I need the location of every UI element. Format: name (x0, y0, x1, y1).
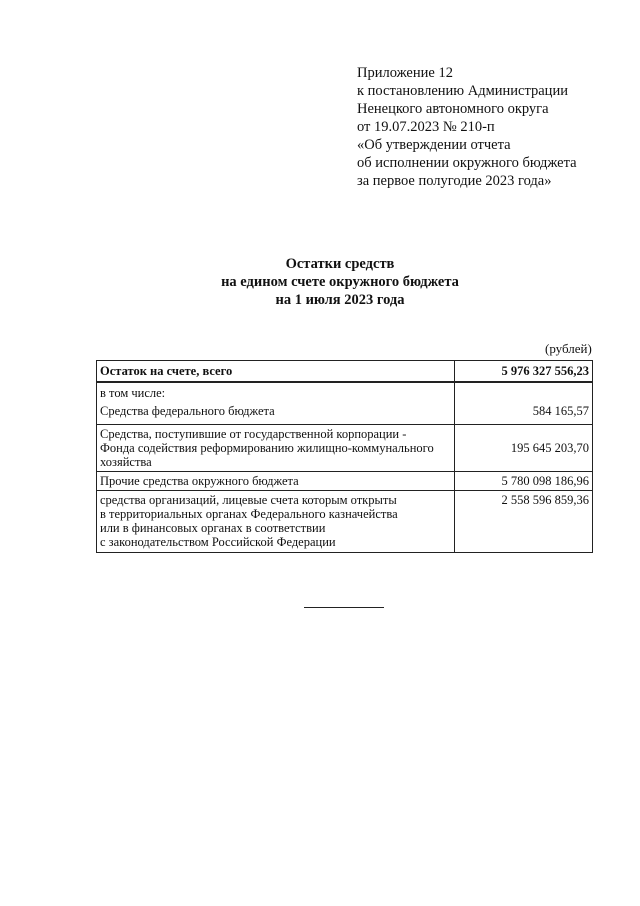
appendix-line: к постановлению Администрации (357, 83, 568, 99)
title-line: на едином счете окружного бюджета (221, 274, 459, 290)
organizations-label-line: средства организаций, лицевые счета которым открыты (100, 493, 397, 507)
appendix-block (357, 64, 577, 190)
appendix-line: об исполнении окружного бюджета (357, 155, 577, 171)
table-row-total (97, 361, 593, 383)
organizations-label (97, 491, 455, 553)
including-label: в том числе: (97, 382, 455, 402)
table-row-foundation (97, 425, 593, 472)
organizations-amount: 2 558 596 859,36 (455, 491, 593, 553)
other-label: Прочие средства окружного бюджета (97, 472, 455, 491)
appendix-line: «Об утверждении отчета (357, 137, 511, 153)
foundation-amount: 195 645 203,70 (455, 425, 593, 472)
foundation-label-line: Фонда содействия реформированию жилищно-коммунального (100, 441, 434, 455)
other-amount: 5 780 098 186,96 (455, 472, 593, 491)
organizations-label-line: в территориальных органах Федерального казначейства (100, 507, 398, 521)
total-label: Остаток на счете, всего (97, 361, 455, 383)
document-title (0, 255, 640, 309)
unit-label: (рублей) (545, 341, 592, 356)
foundation-label (97, 425, 455, 472)
closing-rule (304, 607, 384, 608)
appendix-line: Ненецкого автономного округа (357, 101, 549, 117)
appendix-line: за первое полугодие 2023 года» (357, 173, 552, 189)
empty-cell (455, 382, 593, 402)
federal-amount: 584 165,57 (455, 402, 593, 425)
organizations-label-line: с законодательством Российской Федерации (100, 535, 336, 549)
title-line: Остатки средств (285, 256, 395, 272)
table-row-federal (97, 402, 593, 425)
foundation-label-line: Средства, поступившие от государственной корпорации - (100, 427, 407, 441)
table-row-other (97, 472, 593, 491)
table-row-organizations (97, 491, 593, 553)
title-line: на 1 июля 2023 года (275, 292, 405, 308)
federal-label: Средства федерального бюджета (97, 402, 455, 425)
organizations-label-line: или в финансовых органах в соответствии (100, 521, 326, 535)
balance-table (96, 360, 593, 553)
total-amount: 5 976 327 556,23 (455, 361, 593, 383)
foundation-label-line: хозяйства (100, 455, 152, 469)
appendix-line: Приложение 12 (357, 65, 453, 81)
table-row-including (97, 382, 593, 402)
appendix-line: от 19.07.2023 № 210-п (357, 119, 495, 135)
